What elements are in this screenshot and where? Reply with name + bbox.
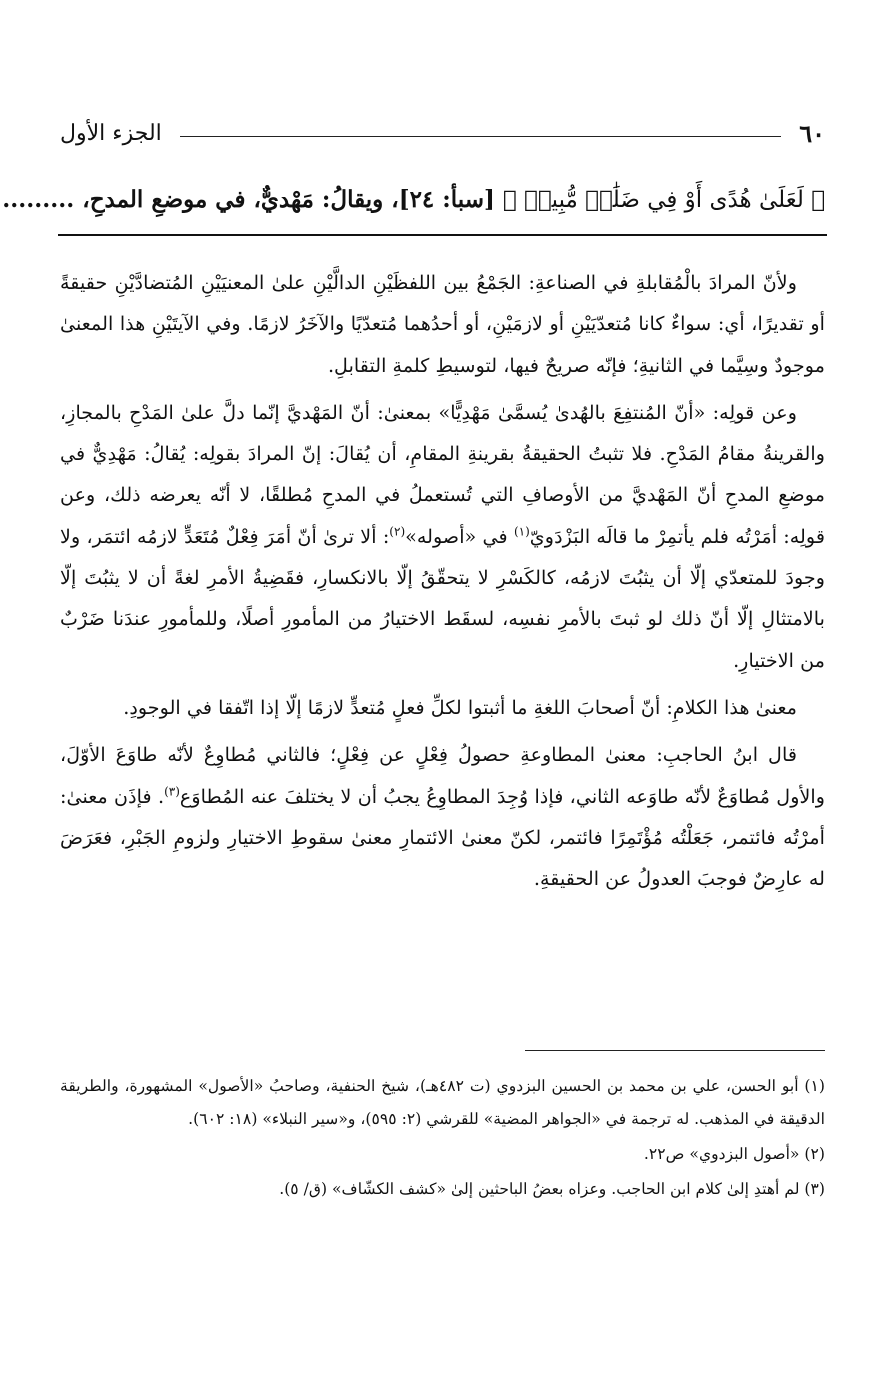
footnote-ref[interactable]: (١)	[513, 524, 530, 539]
matn-line	[2, 180, 825, 220]
paragraph: معنىٰ هذا الكلامِ: أنّ أصحابَ اللغةِ ما أثبتوا لكلِّ فعلٍ مُتعدٍّ لازمًا إلّا إذا اتّفقا في الوجودِ.	[123, 695, 797, 719]
paragraph-text: : ألا ترىٰ أنّ أمَرَ فِعْلٌ مُتَعَدٍّ لازمُه ائتمَر، ولا وجودَ للمتعدّي إلّا أن يثبُتَ لازمُه، كالكَسْرِ لا يتحقّقُ إلّا بالانكسارِ، فقَضِيةُ الأمرِ لغةً أن لا يثبُتَ إلّا بالامتثالِ إلّا أنّ ذلك لو ثبتَ بالأمرِ نفسِه، لسقَط الاختيارُ من المأمورِ أصلًا، وللمأمورِ عندَنا ضَرْبٌ من الاختيارِ.	[60, 524, 825, 672]
part-title: الجزء الأول	[60, 121, 162, 146]
footnote: (٢) «أصول البزدوي» ص٢٢.	[643, 1145, 825, 1163]
paragraph	[60, 734, 825, 899]
page-number: ٦٠	[799, 119, 825, 148]
matn-continuation: ، ويقالُ: مَهْديٌّ، في موضعِ المدحِ، .........	[2, 186, 399, 213]
header-rule	[180, 136, 781, 137]
footnote: (٣) لم أهتدِ إلىٰ كلام ابن الحاجب. وعزاه بعضُ الباحثين إلىٰ «كشف الكشّاف» (ق/ ٥).	[279, 1180, 825, 1198]
paragraph-text: قال ابنُ الحاجبِ: معنىٰ المطاوعةِ حصولُ فِعْلٍ عن فِعْلٍ؛ فالثاني مُطاوِعٌ لأنّه طاوَعَ الأوّلَ، والأول مُطاوَعٌ لأنّه طاوَعه الثاني، فإذا وُجِدَ المطاوِعُ يجبُ أن لا يختلفَ عنه المُطاوَع	[60, 743, 826, 808]
paragraph-text: في «أصوله»	[405, 524, 514, 548]
footnote: (١) أبو الحسن، علي بن محمد بن الحسين البزدوي (ت ٤٨٢هـ)، شيخ الحنفية، وصاحبُ «الأصول» المشهورة، والطريقة الدقيقة في المذهب. له ترجمة في «الجواهر المضية» للقرشي (٢: ٥٩٥)، و«سير النبلاء» (١٨: ٦٠٢).	[60, 1077, 825, 1128]
paragraph-text: وعن قولِه: «أنّ المُنتفِعَ بالهُدىٰ يُسمَّىٰ مَهْدِيًّا» بمعنىٰ: أنّ المَهْديَّ إنّما دلَّ علىٰ المَدْحِ بالمجازِ، والقرينةُ مقامُ المَدْحِ. فلا تثبتُ الحقيقةُ بقرينةِ المقامِ، أن يُقالَ: إنّ المرادَ بقولِه: يُقالُ: مَهْدِيٌّ في موضعِ المدحِ أنّ المَهْديَّ من الأوصافِ التي تُستعملُ في المدحِ مُطلقًا، لا أنّه يعرضه ذلك، وعن قولِه: أمَرْتُه فلم يأتمِرْ ما قالَه البَزْدَويّ	[60, 400, 825, 548]
footnote-divider	[525, 1050, 825, 1051]
footnotes	[60, 1070, 825, 1208]
quran-verse: ﴿ لَعَلَىٰ هُدًى أَوْ فِي ضَلَٰلٖ مُّبِينٖ ﴾	[502, 187, 825, 213]
running-header	[60, 118, 825, 150]
paragraph: ولأنّ المرادَ بالْمُقابلةِ في الصناعةِ: الجَمْعُ بين اللفظَيْنِ الدالَّيْنِ علىٰ المعنيَيْنِ المُتضادَّيْنِ حقيقةً أو تقديرًا، أي: سواءٌ كانا مُتعدّيَيْنِ أو لازمَيْنِ، أو أحدُهما مُتعدّيًا والآخَرُ لازمًا. وفي الآيتَيْنِ هذا المعنىٰ موجودٌ وسِيَّما في الثانيةِ؛ فإنّه صريحٌ فيها، لتوسيطِ كلمةِ التقابلِ.	[60, 271, 825, 377]
book-page	[2, 0, 826, 1393]
matn-divider	[58, 234, 827, 236]
paragraph-text: . فإذَن معنىٰ: أمرْتُه فائتمر، جَعَلْتُه مُؤْتَمِرًا فائتمر، لكنّ معنىٰ الائتمارِ معنىٰ سقوطِ الاختيارِ ولزومِ الجَبْرِ، فعَرَضَ له عارِضٌ فوجبَ العدولُ عن الحقيقةِ.	[60, 784, 825, 891]
footnote-ref[interactable]: (٣)	[164, 784, 180, 799]
commentary-body	[60, 262, 825, 905]
footnote-ref[interactable]: (٢)	[389, 524, 406, 539]
verse-reference: [سبأ: ٢٤]	[398, 186, 503, 213]
paragraph	[60, 392, 825, 681]
